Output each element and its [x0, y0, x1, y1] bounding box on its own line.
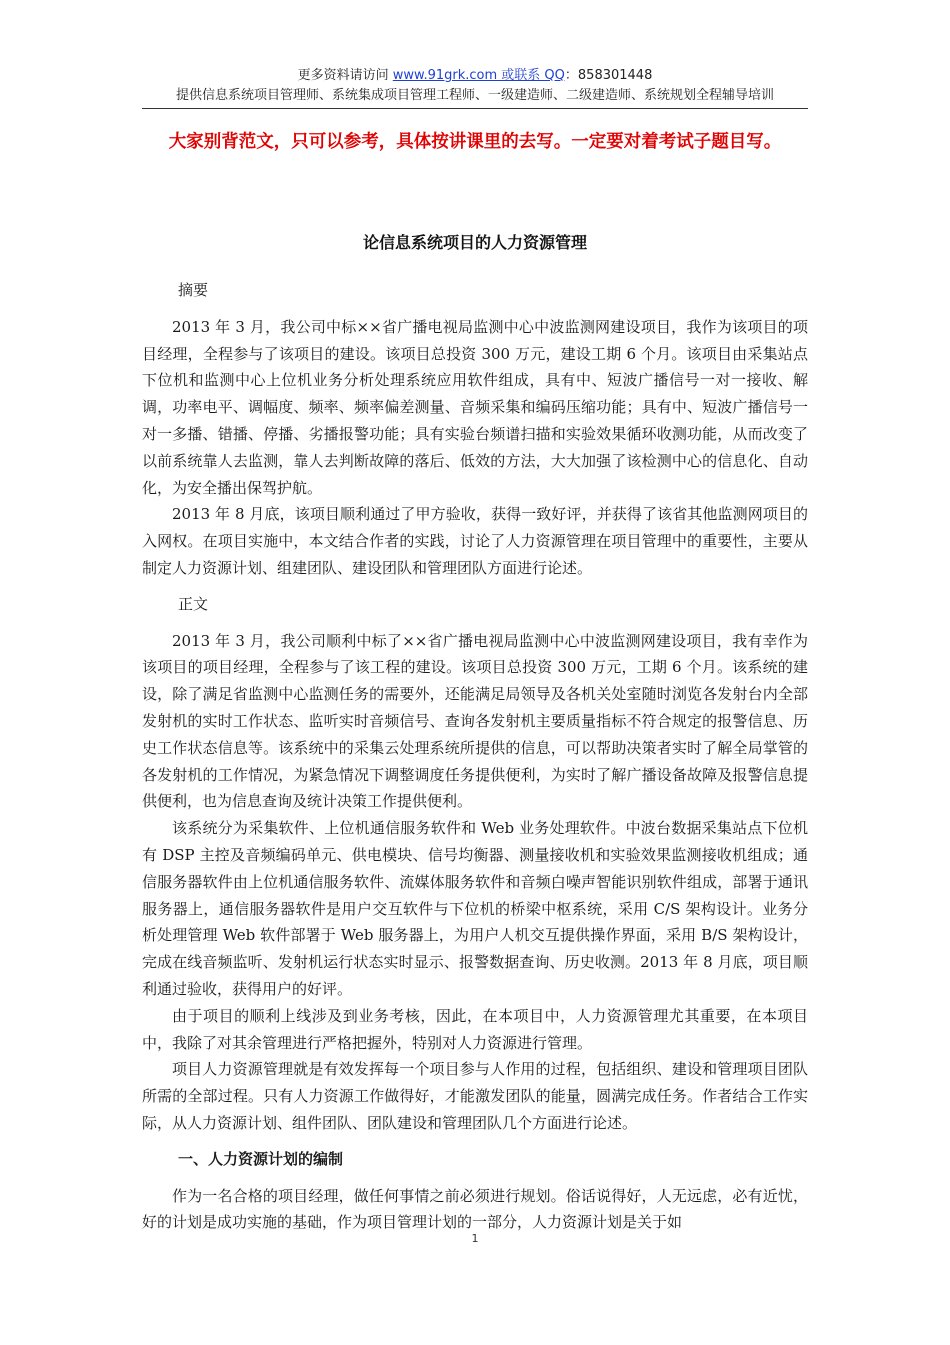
header-prefix: 更多资料请访问 [297, 68, 393, 83]
body-paragraph-2: 该系统分为采集软件、上位机通信服务软件和 Web 业务处理软件。中波台数据采集站点下位机有 DSP 主控及音频编码单元、供电模块、信号均衡器、测量接收机和实验效果监测接收机组成；通信服务器软件由上位机通信服务软件、流媒体服务软件和音频白噪声智能识别软件组成，部署于通讯服务器上，通信服务器软件是用户交互软件与下位机的桥梁中枢系统，采用 C/S 架构设计。业务分析处理管理 Web 软件部署于 Web 服务器上，为用户人机交互提供操作界面，采用 B/S 架构设计，完成在线音频监听、发射机运行状态实时显示、报警数据查询、历史收测。2013 年 8 月底，项目顺利通过验收，获得用户的好评。 [142, 819, 808, 998]
body-heading: 正文 [178, 594, 209, 613]
section-1-heading: 一、人力资源计划的编制 [178, 1149, 344, 1168]
red-notice: 大家别背范文，只可以参考，具体按讲课里的去写。一定要对着考试子题目写。 [168, 132, 782, 152]
body-paragraph-1: 2013 年 3 月，我公司顺利中标了××省广播电视局监测中心中波监测网建设项目，我有幸作为该项目的项目经理，全程参与了该工程的建设。该项目总投资 300 万元，工期 6 个月。该系统的建设，除了满足省监测中心监测任务的需要外，还能满足局领导及各机关处室随时浏览各发射台内全部发射机的实时工作状态、监听实时音频信号、查询各发射机主要质量指标不符合规定的报警信息、历史工作状态信息等。该系统中的采集云处理系统所提供的信息，可以帮助决策者实时了解全局掌管的各发射机的工作情况，为紧急情况下调整调度任务提供便利，为实时了解广播设备故障及报警信息提供便利，也为信息查询及统计决策工作提供便利。 [142, 631, 808, 811]
abstract-heading: 摘要 [178, 281, 209, 299]
header-qq: ：858301448 [564, 68, 653, 83]
abstract-paragraph-2: 2013 年 8 月底，该项目顺利通过了甲方验收，获得一致好评，并获得了该省其他监测网项目的入网权。在项目实施中，本文结合作者的实践，讨论了人力资源管理在项目管理中的重要性，主要从制定人力资源计划、组建团队、建设团队和管理团队方面进行论述。 [142, 505, 808, 577]
page-number: 1 [471, 1232, 479, 1245]
abstract-paragraph-1: 2013 年 3 月，我公司中标××省广播电视局监测中心中波监测网建设项目，我作为该项目的项目经理，全程参与了该项目的建设。该项目总投资 300 万元，建设工期 6 个月。该项目由采集站点下位机和监测中心上位机业务分析处理系统应用软件组成，具有中、短波广播信号一对一接收、解调，功率电平、调幅度、频率、频率偏差测量、音频采集和编码压缩功能；具有中、短波广播信号一对一多播、错播、停播、劣播报警功能；具有实验台频谱扫描和实验效果循环收测功能，从而改变了以前系统靠人去监测，靠人去判断故障的落后、低效的方法，大大加强了该检测中心的信息化、自动化，为安全播出保驾护航。 [142, 317, 808, 497]
website-link[interactable]: www.91grk.com 或联系 QQ [392, 68, 565, 83]
header-line-2: 提供信息系统项目管理师、系统集成项目管理工程师、一级建造师、二级建造师、系统规划全程辅导培训 [175, 88, 774, 103]
body-paragraph-3: 由于项目的顺利上线涉及到业务考核，因此，在本项目中，人力资源管理尤其重要，在本项目中，我除了对其余管理进行严格把握外，特别对人力资源进行管理。 [142, 1006, 808, 1052]
header-line-1 [0, 66, 950, 86]
document-body [142, 277, 808, 1236]
page-header [0, 66, 950, 106]
header-divider [142, 108, 808, 109]
section-1-paragraph-1: 作为一名合格的项目经理，做任何事情之前必须进行规划。俗话说得好，人无远虑，必有近忧，好的计划是成功实施的基础，作为项目管理计划的一部分，人力资源计划是关于如 [142, 1186, 808, 1232]
body-paragraph-4: 项目人力资源管理就是有效发挥每一个项目参与人作用的过程，包括组织、建设和管理项目团队所需的全部过程。只有人力资源工作做得好，才能激发团队的能量，圆满完成任务。作者结合工作实际，从人力资源计划、组件团队、团队建设和管理团队几个方面进行论述。 [142, 1060, 808, 1132]
document-title: 论信息系统项目的人力资源管理 [362, 233, 587, 252]
